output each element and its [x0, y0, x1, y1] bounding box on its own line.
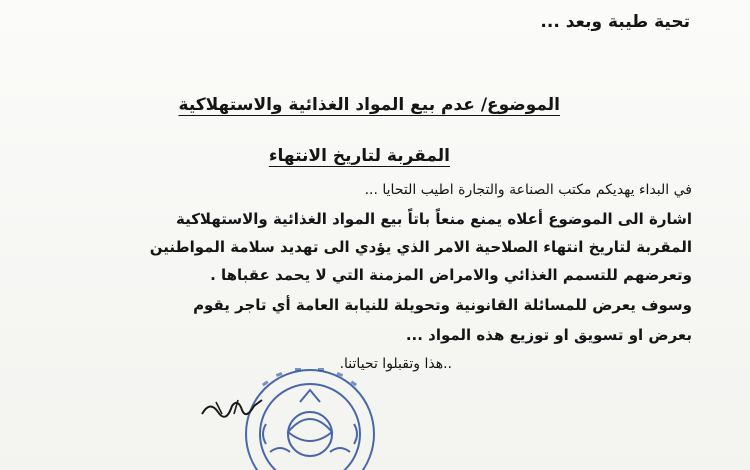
body-line-5: وسوف يعرض للمسائلة القانونية وتحويلة للنيابة العامة أي تاجر يقوم — [193, 296, 692, 314]
body-line-1: في البداء يهديكم مكتب الصناعة والتجارة اطيب التحايا ... — [364, 182, 692, 198]
body-line-6: بعرض او تسويق او توزيع هذه المواد ... — [405, 326, 692, 344]
subject-line-1: الموضوع/ عدم بيع المواد الغذائية والاستهلاكية — [178, 95, 560, 115]
signature-icon — [198, 394, 268, 424]
body-line-7: ..هذا وتقبلوا تحياتنا. — [339, 356, 452, 372]
subject-line-2: المقربة لتاريخ الانتهاء — [268, 146, 450, 166]
body-line-4: وتعرضهم للتسمم الغذائي والامراض المزمنة التي لا يحمد عقباها . — [210, 266, 692, 284]
greeting: تحية طيبة وبعد ... — [540, 12, 690, 32]
body-line-3: المقربة لتاريخ انتهاء الصلاحية الامر الذي يؤدي الى تهديد سلامة المواطنين — [149, 238, 692, 256]
body-line-2: اشارة الى الموضوع أعلاه يمنع منعاً باتاً بيع المواد الغذائية والاستهلاكية — [175, 210, 692, 228]
